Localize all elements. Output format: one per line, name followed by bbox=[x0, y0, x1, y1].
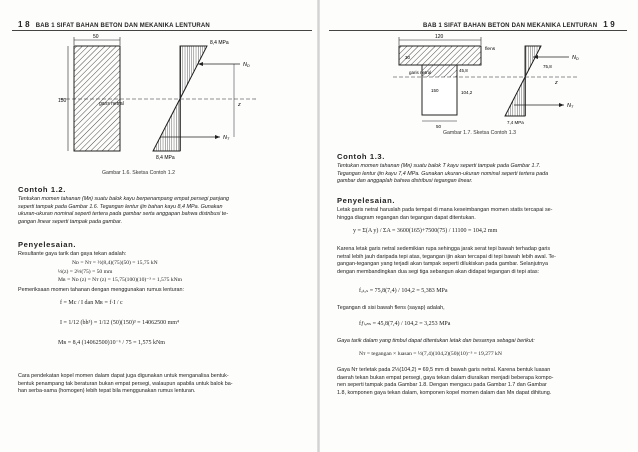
closing-line: Gaya Nᴛ terletak pada 2⅓(104,2) = 69,5 mm di bawah garis netral. Karena bentuk luasan bbox=[337, 367, 551, 373]
width-label: 50 bbox=[93, 34, 99, 40]
flange-label: flens bbox=[485, 47, 496, 52]
closing-line: han serba-sama (homogen) lebih tepat bila menggunakan rumus lenturan. bbox=[18, 388, 196, 394]
example-1-2-line: seperti tampak pada Gambar 1.6. Tegangan lentur ijin bahan kayu 8,4 MPa. Gunakan bbox=[18, 203, 223, 210]
flexure-formula: f = Mc / I dan Mʀ = f·I / c bbox=[60, 300, 123, 306]
neutral-axis-label: garis netral bbox=[409, 70, 432, 75]
solution-1-3-line: hingga diagram regangan dan tegangan dapat ditentukan. bbox=[337, 214, 476, 221]
right-header-rule bbox=[329, 30, 627, 31]
lever-arm-label: z bbox=[238, 102, 241, 108]
closing-line: Cara pendekatan kopel momen dalam dapat juga digunakan untuk menganalisa bentuk- bbox=[18, 373, 229, 379]
nt-label: $N_T$ bbox=[567, 103, 574, 110]
ybar-formula: y = Σ(A y) / ΣA = 3600(165)+7500(75) / 11100 = 104,2 mm bbox=[353, 228, 498, 234]
explanation-line: netral lebih jauh daripada tepi atas, tegangan ijin akan tercapai di tepi bawah lebih awal. Te- bbox=[337, 253, 556, 260]
upper-depth-label: 45,8 bbox=[459, 68, 468, 73]
top-stress-label: 8,4 MPa bbox=[210, 40, 229, 46]
right-page-number: 1 9 bbox=[603, 20, 615, 29]
nd-label: $N_D$ bbox=[243, 62, 250, 69]
inertia-formula: I = 1/12 (bh³) = 1/12 (50)(150)³ = 14062500 mm⁴ bbox=[60, 320, 179, 326]
solution-1-2-line: Pemeriksaan momen tahanan dengan menggunakan rumus lenturan: bbox=[18, 287, 185, 293]
right-header-title: BAB 1 SIFAT BAHAN BETON DAN MEKANIKA LENTURAN bbox=[423, 23, 598, 29]
left-page-header bbox=[18, 20, 210, 29]
beam-cross-section bbox=[74, 46, 120, 151]
right-page-header bbox=[423, 20, 615, 29]
example-1-2-title: Contoh 1.2. bbox=[18, 185, 66, 194]
closing-line: bentuk penampang tak beraturan bukan empat persegi, walaupun apabila untuk balok ba- bbox=[18, 380, 233, 387]
example-1-3-line: Tegangan lentur ijin kayu 7,4 MPa. Gunakan ukuran-ukuran nominal seperti tertera pada bbox=[337, 170, 549, 177]
bottom-stress-label: 8,4 MPa bbox=[156, 155, 175, 161]
example-1-3-line: gambar dan anggaplah bahwa distribusi tegangan linear. bbox=[337, 178, 473, 184]
t-section-flange bbox=[399, 46, 481, 65]
example-1-3-title: Contoh 1.3. bbox=[337, 152, 385, 161]
example-1-3-line: Tentukan momen tahanan (Mʀ) suatu balok T kayu seperti tampak pada Gambar 1.7. bbox=[337, 163, 541, 169]
figure-1-6 bbox=[0, 32, 319, 182]
neutral-axis-label: garis netral bbox=[99, 101, 124, 107]
flange-thickness-label: 30 bbox=[405, 55, 411, 60]
mr-formula: Mʀ = 8,4 (14062500)10⁻⁶ / 75 = 1,575 kNm bbox=[58, 340, 165, 346]
explanation-line: Karena letak garis netral sedemikian rupa sehingga jarak serat tepi bawah terhadap garis bbox=[337, 246, 551, 252]
nd-equation: Nᴅ = Nᴛ = ½(8,4)(75)(50) = 15,75 kN bbox=[72, 260, 158, 266]
solution-1-2-line: Resultante gaya tarik dan gaya tekan adalah: bbox=[18, 251, 127, 257]
f-top-formula: fₐₜₐₛ = 75,8(7,4) / 104,2 = 5,383 MPa bbox=[359, 288, 448, 294]
left-header-rule bbox=[12, 30, 312, 31]
lower-depth-label: 104,2 bbox=[461, 90, 473, 95]
example-1-2-line: Tentukan momen tahanan (Mʀ) suatu balok kayu berpenampang empat persegi panjang bbox=[18, 196, 229, 202]
figure-1-7-caption: Gambar 1.7. Sketsa Contoh 1.3 bbox=[443, 130, 516, 136]
flange-stress-line: Tegangan di sisi bawah flens (sayap) adalah, bbox=[337, 305, 445, 311]
example-1-2-line: ukuran-ukuran nominal seperti tertera pada gambar serta anggapan bahwa distribusi te- bbox=[18, 211, 229, 217]
explanation-line: gangan-tegangan yang terjadi akan tampak seperti dilukiskan pada gambar. Selanjutnya bbox=[337, 261, 548, 267]
web-width-label: 50 bbox=[436, 124, 442, 129]
closing-line: nen seperti tampak pada Gambar 1.8. Dengan mengacu pada Gambar 1.7 dan Gambar bbox=[337, 382, 547, 388]
top-depth-label: 75,8 bbox=[543, 64, 552, 69]
solution-1-2-title: Penyelesaian. bbox=[18, 240, 77, 249]
left-header-title: BAB 1 SIFAT BAHAN BETON DAN MEKANIKA LENTURAN bbox=[35, 23, 210, 29]
closing-line: daerah tekan bukan empat persegi, gaya tekan dalam diuraikan menjadi beberapa kompo- bbox=[337, 374, 554, 381]
nt-label: $N_T$ bbox=[223, 135, 230, 142]
example-1-2-line: gangan linear seperti tampak pada gambar. bbox=[18, 218, 123, 225]
figure-1-6-caption: Gambar 1.6. Sketsa Contoh 1.2 bbox=[102, 170, 175, 176]
lever-arm-label: z bbox=[555, 80, 558, 86]
explanation-line: dengan membandingkan dua segi tiga sebangun akan didapat tegangan di tepi atas: bbox=[337, 268, 540, 275]
nt-formula: Nᴛ = tegangan × luasan = ½(7,4)(104,2)(50)(10)⁻³ = 19,277 kN bbox=[359, 351, 502, 357]
solution-1-3-line: Letak garis netral haruslah pada tempat di mana keseimbangan momen statis tercapai se- bbox=[337, 207, 553, 213]
mr-equation: Mʀ = Nᴅ (z) = Nᴛ (z) = 15,75(100)(10)⁻³ = 1,575 kNm bbox=[58, 277, 183, 283]
flange-width-label: 120 bbox=[435, 34, 444, 40]
z-equation: ⅓(z) = 2⅓(75) = 50 mm bbox=[58, 268, 113, 275]
right-page bbox=[319, 0, 638, 452]
f-flange-formula: fƒₗₑₙₛ = 45,8(7,4) / 104,2 = 3,253 MPa bbox=[359, 321, 451, 327]
height-label: 150 bbox=[58, 98, 67, 104]
closing-line: 1.8, komponen gaya tekan dalam, komponen kopel momen dalam dan Mʀ dapat dihitung. bbox=[337, 389, 552, 396]
tension-force-line: Gaya tarik dalam yang timbul dapat ditentukan letak dan besarnya sebagai berikut: bbox=[337, 338, 535, 344]
nd-label: $N_D$ bbox=[572, 55, 579, 62]
web-height-label: 150 bbox=[431, 88, 439, 93]
left-page-number: 1 8 bbox=[18, 20, 30, 29]
solution-1-3-title: Penyelesaian. bbox=[337, 196, 396, 205]
flange-stress-label: 7,4 MPa bbox=[507, 120, 524, 125]
